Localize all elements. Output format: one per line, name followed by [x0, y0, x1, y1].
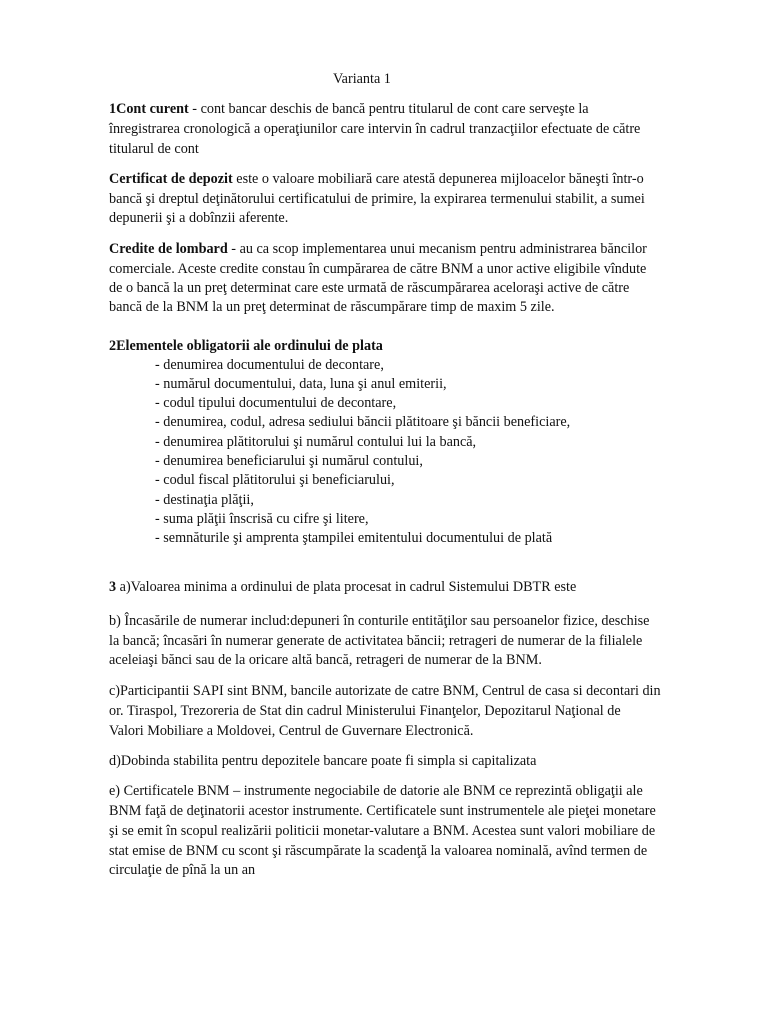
definition-lombard-line-2: comerciale. Aceste credite constau în cumpărarea de către BNM a unor active eligibile vîndute: [109, 261, 647, 277]
definition-lombard-line-1: [109, 240, 647, 258]
definition-certificat-line-2: bancă şi dreptul deţinătorului certificatului de primire, la expirarea termenului stabilit, a sumei: [109, 191, 645, 207]
document-title: Varianta 1: [333, 71, 391, 87]
list-item: - denumirea beneficiarului şi numărul contului,: [155, 453, 423, 469]
definition-text: este o valoare mobiliară care atestă depunerea mijloacelor băneşti într-o: [232, 171, 644, 187]
section-3-number: 3: [109, 579, 117, 595]
list-item: - suma plăţii înscrisă cu cifre şi litere,: [155, 511, 369, 527]
section-3-item-e-line-4: stat emise de BNM cu scont şi răscumpărate la scadenţă la valoarea nominală, avînd termen de: [109, 843, 648, 859]
section-3-item-c-line-2: or. Tiraspol, Trezoreria de Stat din cadrul Ministerului Finanţelor, Depozitarul Naţional de: [109, 703, 621, 719]
definition-certificat-line-3: depunerii şi a dobînzii aferente.: [109, 210, 289, 226]
section-3-item-a: [109, 578, 576, 596]
term-cont-curent: 1Cont curent: [109, 101, 189, 117]
definition-lombard-line-3: de o bancă la un preţ determinat care este urmată de răscumpărarea aceloraşi active de către: [109, 280, 630, 296]
list-item: - semnăturile şi amprenta ştampilei emitentului documentului de plată: [155, 530, 553, 546]
section-3-item-e-line-5: circulaţie de pînă la un an: [109, 862, 256, 878]
section-3-item-b-line-3: aceleiaşi bănci sau de la oricare altă bancă, retrageri de numerar de la BNM.: [109, 652, 542, 668]
definition-text: - au ca scop implementarea unui mecanism pentru administrarea băncilor: [227, 241, 647, 257]
section-3-item-e-line-3: şi se emit în scopul realizării politicii monetar-valutare a BNM. Acestea sunt valori mobiliare de: [109, 823, 656, 839]
definition-cont-curent-line-1: [109, 100, 589, 118]
section-3-item-e-line-2: BNM faţă de deţinatorii acestor instrumente. Certificatele sunt instrumentele ale pieţei monetare: [109, 803, 656, 819]
list-item: - denumirea, codul, adresa sediului băncii plătitoare şi băncii beneficiare,: [155, 414, 571, 430]
definition-cont-curent-line-3: titularul de cont: [109, 141, 199, 157]
definition-lombard-line-4: bancă de la BNM la un preţ determinat de răscumpărare timp de maxim 5 zile.: [109, 299, 555, 315]
section-3-item-d: d)Dobinda stabilita pentru depozitele bancare poate fi simpla si capitalizata: [109, 753, 537, 769]
list-item: - codul tipului documentului de decontare,: [155, 395, 397, 411]
term-certificat-de-depozit: Certificat de depozit: [109, 171, 233, 187]
list-item: - denumirea documentului de decontare,: [155, 357, 384, 373]
section-3-item-c-line-1: c)Participantii SAPI sint BNM, bancile autorizate de catre BNM, Centrul de casa si decontari din: [109, 683, 661, 699]
list-item: - numărul documentului, data, luna şi anul emiterii,: [155, 376, 447, 392]
list-item: - destinaţia plăţii,: [155, 492, 254, 508]
definition-text: - cont bancar deschis de bancă pentru titularul de cont care serveşte la: [188, 101, 589, 117]
list-item: - codul fiscal plătitorului şi beneficiarului,: [155, 472, 395, 488]
list-item: - denumirea plătitorului şi numărul contului lui la bancă,: [155, 434, 477, 450]
definition-cont-curent-line-2: înregistrarea cronologică a operaţiunilor care intervin în cadrul tranzacţiilor efectuate de către: [109, 121, 641, 137]
definition-certificat-line-1: [109, 170, 644, 188]
section-3-item-b-line-2: la bancă; încasări în numerar generate de activitatea băncii; retrageri de numerar de la filialele: [109, 633, 643, 649]
item-a-text: a)Valoarea minima a ordinului de plata procesat in cadrul Sistemului DBTR este: [116, 579, 577, 595]
section-2-heading: 2Elementele obligatorii ale ordinului de plata: [109, 338, 383, 354]
section-3-item-c-line-3: Valori Mobiliare a Moldovei, Centrul de Guvernare Electronică.: [109, 723, 474, 739]
section-3-item-e-line-1: e) Certificatele BNM – instrumente negociabile de datorie ale BNM ce reprezintă obligaţii ale: [109, 783, 643, 799]
term-credite-de-lombard: Credite de lombard: [109, 241, 228, 257]
section-3-item-b-line-1: b) Încasările de numerar includ:depuneri în conturile entităţilor sau persoanelor fizice, deschise: [109, 613, 650, 629]
